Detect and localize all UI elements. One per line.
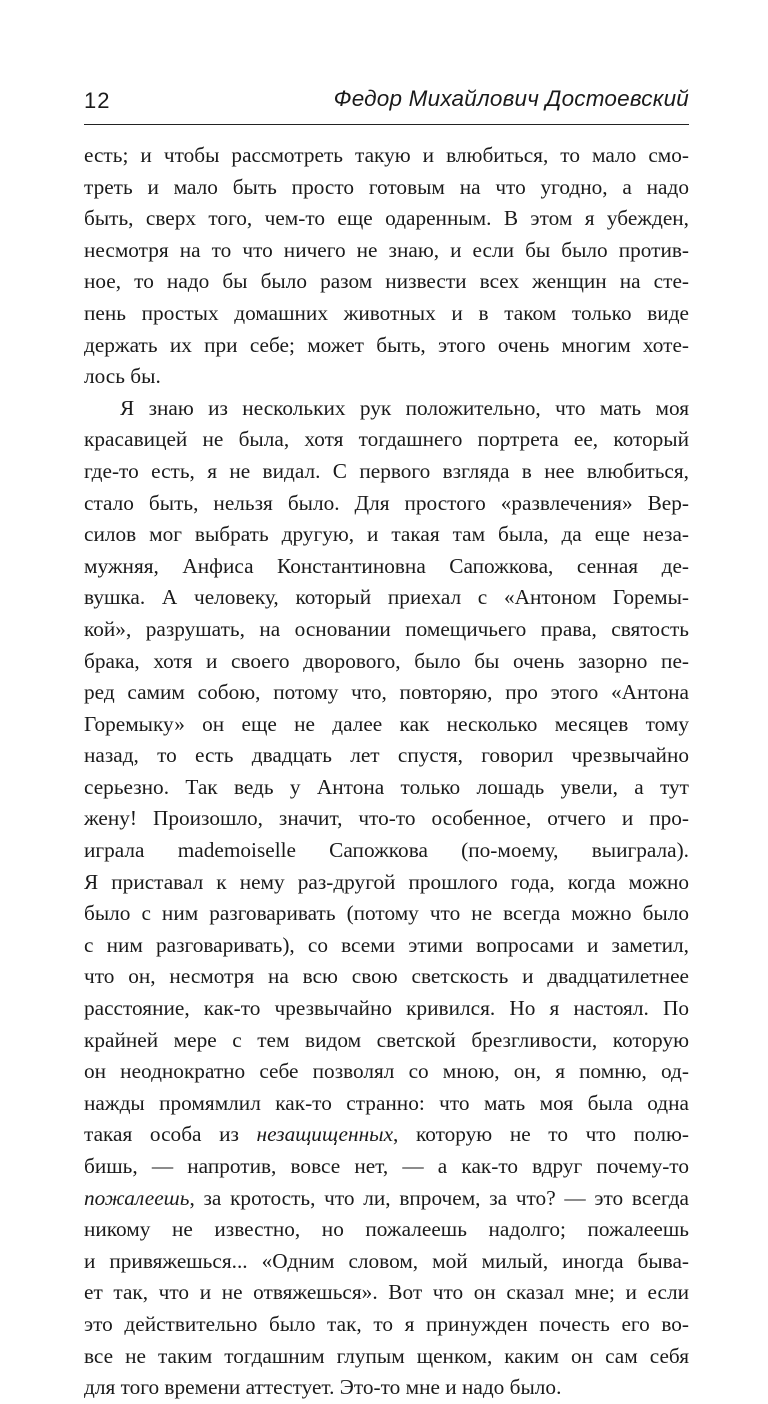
text-line: он неоднократно себе позволял со мною, он, я помню, од- [84, 1059, 689, 1084]
text-line: играла mademoiselle Сапожкова (по-моему, выиграла). [84, 838, 689, 863]
text-line: есть; и чтобы рассмотреть такую и влюбиться, то мало смо- [84, 143, 689, 167]
text-line: пень простых домашних животных и в таком только виде [84, 300, 689, 325]
text-line: что он, несмотря на всю свою светскость и двадцатилетнее [84, 964, 689, 989]
text-line: держать их при себе; может быть, этого очень многим хоте- [84, 332, 689, 357]
text-line: это действительно было так, то я принужден почесть его во- [84, 1311, 689, 1336]
text-line: серьезно. Так ведь у Антона только лошадь увели, а тут [84, 774, 689, 799]
paragraph-2 [84, 393, 689, 1404]
text-line: лось бы. [84, 364, 161, 389]
text-line: силов мог выбрать другую, и такая там была, да еще неза- [84, 522, 689, 547]
text-line: где-то есть, я не видал. С первого взгляда в нее влюбиться, [84, 458, 689, 483]
text-line: вушка. А человеку, который приехал с «Антоном Горемы- [84, 585, 689, 610]
text-line: мужняя, Анфиса Константиновна Сапожкова, сенная де- [84, 553, 689, 578]
paragraph-1 [84, 140, 689, 393]
text-line: ред самим собою, потому что, повторяю, про этого «Антона [84, 680, 689, 705]
text-line: стало быть, нельзя было. Для простого «развлечения» Вер- [84, 490, 689, 515]
body-text [84, 140, 689, 1404]
text-line: нажды промямлил как-то странно: что мать моя была одна [84, 1090, 689, 1115]
text-line: ное, то надо бы было разом низвести всех женщин на сте- [84, 269, 689, 294]
text-line: и привяжешься... «Одним словом, мой милый, иногда быва- [84, 1248, 689, 1273]
text-line: расстояние, как-то чрезвычайно кривился. Но я настоял. По [84, 996, 689, 1021]
text-line: ет так, что и не отвяжешься». Вот что он сказал мне; и если [84, 1280, 689, 1305]
page-header [84, 86, 689, 125]
text-line: треть и мало быть просто готовым на что угодно, а надо [84, 174, 689, 199]
text-line: такая особа из незащищенных, которую не то что полю- [84, 1122, 689, 1147]
text-line: для того времени аттестует. Это-то мне и надо было. [84, 1375, 562, 1400]
text-line: кой», разрушать, на основании помещичьего права, святость [84, 616, 689, 641]
text-line: бишь, — напротив, вовсе нет, — а как-то вдруг почему-то [84, 1154, 689, 1178]
text-line: Я приставал к нему раз-другой прошлого года, когда можно [84, 869, 689, 894]
text-line: Я знаю из нескольких рук положительно, что мать моя [120, 395, 689, 420]
running-title: Федор Михайлович Достоевский [333, 86, 689, 111]
text-line: пожалеешь, за кротость, что ли, впрочем, за что? — это всегда [84, 1185, 689, 1210]
text-line: никому не известно, но пожалеешь надолго; пожалеешь [84, 1217, 689, 1242]
text-line: красавицей не была, хотя тогдашнего портрета ее, который [84, 427, 689, 452]
text-line: Горемыку» он еще не далее как несколько месяцев тому [84, 711, 689, 736]
text-line: все не таким тогдашним глупым щенком, каким он сам себя [84, 1343, 689, 1368]
text-line: было с ним разговаривать (потому что не всегда можно было [84, 901, 689, 926]
text-line: крайней мере с тем видом светской брезгливости, которую [84, 1027, 689, 1052]
text-line: брака, хотя и своего дворового, было бы очень зазорно пе- [84, 648, 689, 673]
text-line: быть, сверх того, чем-то еще одаренным. В этом я убежден, [84, 206, 689, 231]
text-line: жену! Произошло, значит, что-то особенное, отчего и про- [84, 806, 689, 831]
text-line: назад, то есть двадцать лет спустя, говорил чрезвычайно [84, 743, 689, 768]
page-number: 12 [84, 88, 111, 113]
text-line: с ним разговаривать), со всеми этими вопросами и заметил, [84, 932, 689, 957]
text-line: несмотря на то что ничего не знаю, и если бы было против- [84, 237, 689, 262]
